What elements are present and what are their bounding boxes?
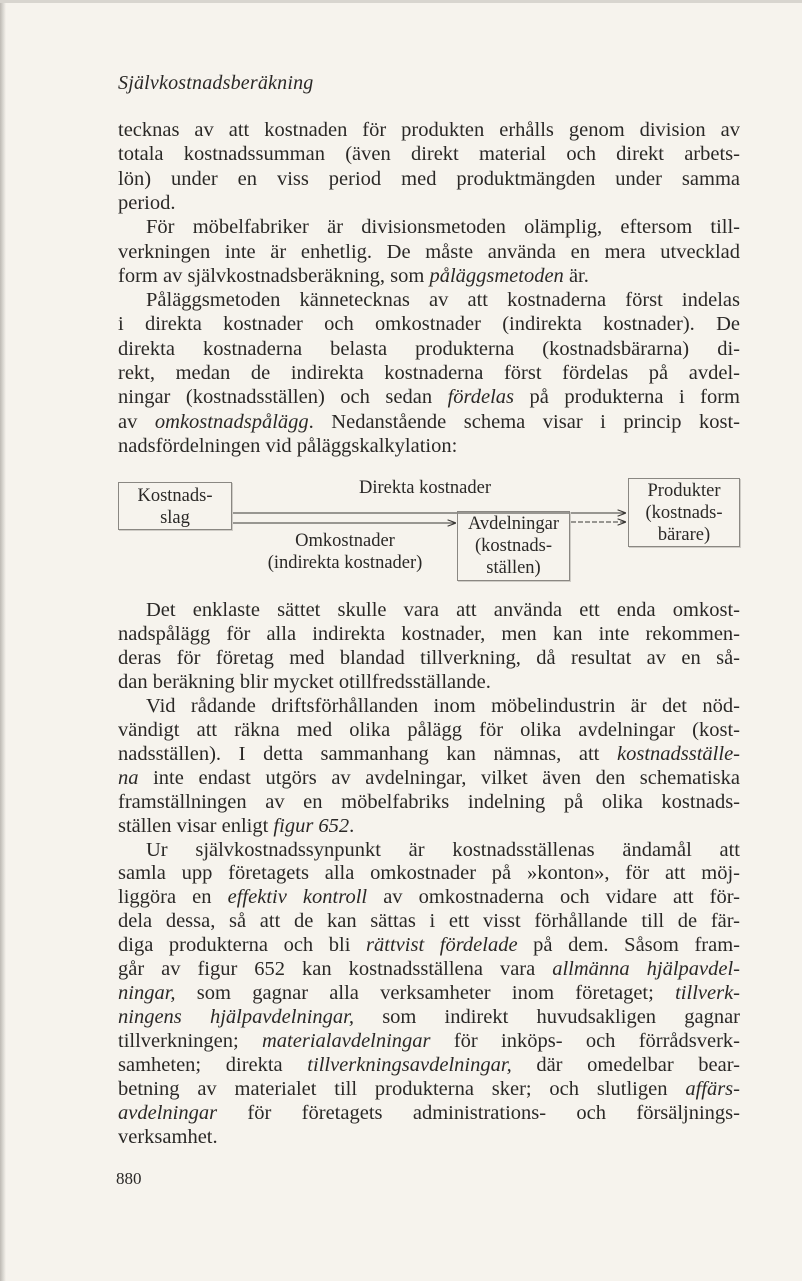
text-run: liggöra en bbox=[118, 886, 228, 909]
text-line bbox=[118, 1005, 740, 1029]
text-line bbox=[118, 718, 740, 742]
text-run: betning av materialet till produkterna sker; och slutligen bbox=[118, 1078, 686, 1100]
text-run: i direkta kostnader och omkostnader (indirekta kostnader). De bbox=[118, 313, 740, 336]
text-run: ningar (kostnadsställen) och sedan bbox=[118, 386, 448, 409]
text-line bbox=[118, 1029, 740, 1053]
text-run: nadsställen). I detta sammanhang kan nämnas, att bbox=[118, 742, 617, 765]
italic-run: tillverkningsavdelningar, bbox=[307, 1054, 512, 1077]
text-line bbox=[146, 598, 740, 622]
text-line bbox=[118, 790, 740, 814]
text-run: vändigt att räkna med olika pålägg för olika avdelningar (kost- bbox=[118, 718, 740, 741]
text-run: ställen visar enligt bbox=[118, 814, 274, 837]
overhead-label bbox=[240, 530, 450, 574]
italic-run: affärs- bbox=[685, 1078, 740, 1100]
text-run: diga produkterna och bli bbox=[118, 934, 367, 957]
text-run: på dem. Såsom fram- bbox=[517, 934, 740, 957]
page-number: 880 bbox=[116, 1169, 142, 1188]
text-run: nadsfördelningen vid påläggskalkylation: bbox=[118, 434, 458, 457]
text-run: samla upp företagets alla omkostnader på »konton», för att möj- bbox=[118, 862, 740, 885]
text-line bbox=[118, 981, 740, 1005]
italic-run: allmänna hjälpavdel- bbox=[552, 958, 741, 981]
text-line bbox=[118, 861, 740, 885]
text-line bbox=[118, 1101, 740, 1125]
text-run: rekt, medan de indirekta kostnaderna först fördelas på avdel- bbox=[118, 362, 740, 384]
box-line: (kostnads- bbox=[474, 536, 553, 556]
text-run: verkningen inte är enhetlig. De måste använda en mera utvecklad bbox=[118, 240, 740, 263]
italic-run: rättvist fördelade bbox=[366, 934, 518, 957]
text-run: . Nedanstående schema visar i princip kost- bbox=[308, 410, 740, 433]
box-line: (kostnads- bbox=[645, 503, 723, 523]
text-line bbox=[118, 670, 740, 694]
italic-run: avdelningar bbox=[118, 1101, 218, 1124]
text-line bbox=[118, 933, 740, 957]
box-line: ställen) bbox=[486, 558, 541, 578]
text-line bbox=[118, 1053, 740, 1077]
italic-run: materialavdelningar bbox=[262, 1030, 431, 1053]
text-run: inte endast utgörs av avdelningar, vilket även den schematiska bbox=[138, 766, 740, 789]
text-run: Vid rådande driftsförhållanden inom möbelindustrin är det nöd- bbox=[146, 694, 740, 717]
products-box bbox=[628, 478, 740, 547]
box-line: Produkter bbox=[647, 481, 721, 501]
text-run: samheten; direkta bbox=[118, 1054, 308, 1077]
text-run: Påläggsmetoden kännetecknas av att kostnaderna först indelas bbox=[146, 289, 740, 312]
text-line bbox=[118, 1125, 740, 1149]
label-line: Omkostnader bbox=[295, 531, 395, 551]
italic-run: effektiv kontroll bbox=[227, 886, 368, 909]
text-line bbox=[146, 694, 740, 718]
text-line bbox=[146, 838, 740, 862]
text-run: för företagets administrations- och försäljnings- bbox=[217, 1101, 740, 1124]
box-line: bärare) bbox=[657, 525, 711, 545]
text-line bbox=[118, 909, 740, 933]
text-line bbox=[118, 622, 740, 646]
italic-run: figur 652 bbox=[273, 814, 350, 837]
text-run: direkta kostnaderna belasta produkterna (kostnadsbärarna) di- bbox=[118, 337, 740, 360]
italic-run: kostnadsställe- bbox=[617, 742, 740, 765]
box-line: Avdelningar bbox=[467, 514, 560, 534]
box-line: slag bbox=[160, 508, 190, 528]
text-line bbox=[118, 742, 740, 766]
text-run: på produkterna i form bbox=[514, 386, 740, 409]
italic-run: omkostnadspålägg bbox=[154, 410, 309, 433]
text-line bbox=[118, 1077, 740, 1101]
label-line: (indirekta kostnader) bbox=[267, 553, 423, 573]
text-line bbox=[118, 646, 740, 670]
text-run: totala kostnadssumman (även direkt material och direkt arbets- bbox=[118, 143, 740, 166]
text-run: som indirekt huvudsakligen gagnar bbox=[354, 1006, 740, 1029]
text-run: går av figur 652 kan kostnadsställena vara bbox=[118, 958, 553, 981]
text-run: Det enklaste sättet skulle vara att använda ett enda omkost- bbox=[146, 599, 740, 621]
text-run: som gagnar alla verksamheter inom företaget; bbox=[175, 982, 676, 1005]
text-run: framställningen av en möbelfabriks indelning på olika kostnads- bbox=[118, 790, 740, 813]
text-run: form av självkostnadsberäkning, som bbox=[118, 264, 430, 287]
text-run: tecknas av att kostnaden för produkten erhålls genom division av bbox=[118, 119, 740, 141]
box-line: Kostnads- bbox=[137, 486, 213, 506]
text-run: av omkostnaderna och vidare att för- bbox=[367, 886, 740, 909]
italic-run: na bbox=[118, 766, 139, 789]
text-run: deras för företag med blandad tillverkning, då resultat av en så- bbox=[118, 646, 740, 669]
italic-run: ningar, bbox=[118, 982, 176, 1005]
departments-box bbox=[457, 511, 570, 581]
text-line bbox=[118, 814, 740, 838]
text-run: verksamhet. bbox=[118, 1125, 218, 1148]
running-head: Självkostnadsberäkning bbox=[118, 72, 314, 94]
text-run: Ur självkostnadssynpunkt är kostnadsställenas ändamål att bbox=[146, 838, 740, 861]
text-run: tillverkningen; bbox=[118, 1030, 262, 1053]
italic-run: fördelas bbox=[447, 386, 515, 409]
cost-types-box bbox=[118, 482, 232, 530]
text-line bbox=[118, 885, 740, 909]
text-run: period. bbox=[118, 191, 176, 214]
text-run: nadspålägg för alla indirekta kostnader, men kan inte rekommen- bbox=[118, 622, 740, 645]
text-line bbox=[118, 957, 740, 981]
text-run: För möbelfabriker är divisionsmetoden olämplig, eftersom till- bbox=[146, 216, 740, 239]
text-run: dela dessa, så att de kan sättas i ett visst förhållande till de fär- bbox=[118, 910, 740, 933]
direct-costs-label: Direkta kostnader bbox=[358, 478, 492, 498]
text-run: är. bbox=[563, 264, 589, 287]
italic-run: ningens hjälpavdelningar, bbox=[118, 1006, 355, 1029]
text-run: lön) under en viss period med produktmängden under samma bbox=[118, 167, 740, 190]
italic-run: tillverk- bbox=[675, 982, 740, 1005]
text-line bbox=[118, 766, 740, 790]
italic-run: påläggsmetoden bbox=[429, 264, 564, 287]
text-run: av bbox=[118, 410, 155, 433]
text-run: . bbox=[349, 814, 355, 837]
text-run: dan beräkning blir mycket otillfredsställande. bbox=[118, 670, 491, 693]
text-run: för inköps- och förrådsverk- bbox=[430, 1030, 741, 1053]
text-run: där omedelbar bear- bbox=[511, 1054, 740, 1077]
